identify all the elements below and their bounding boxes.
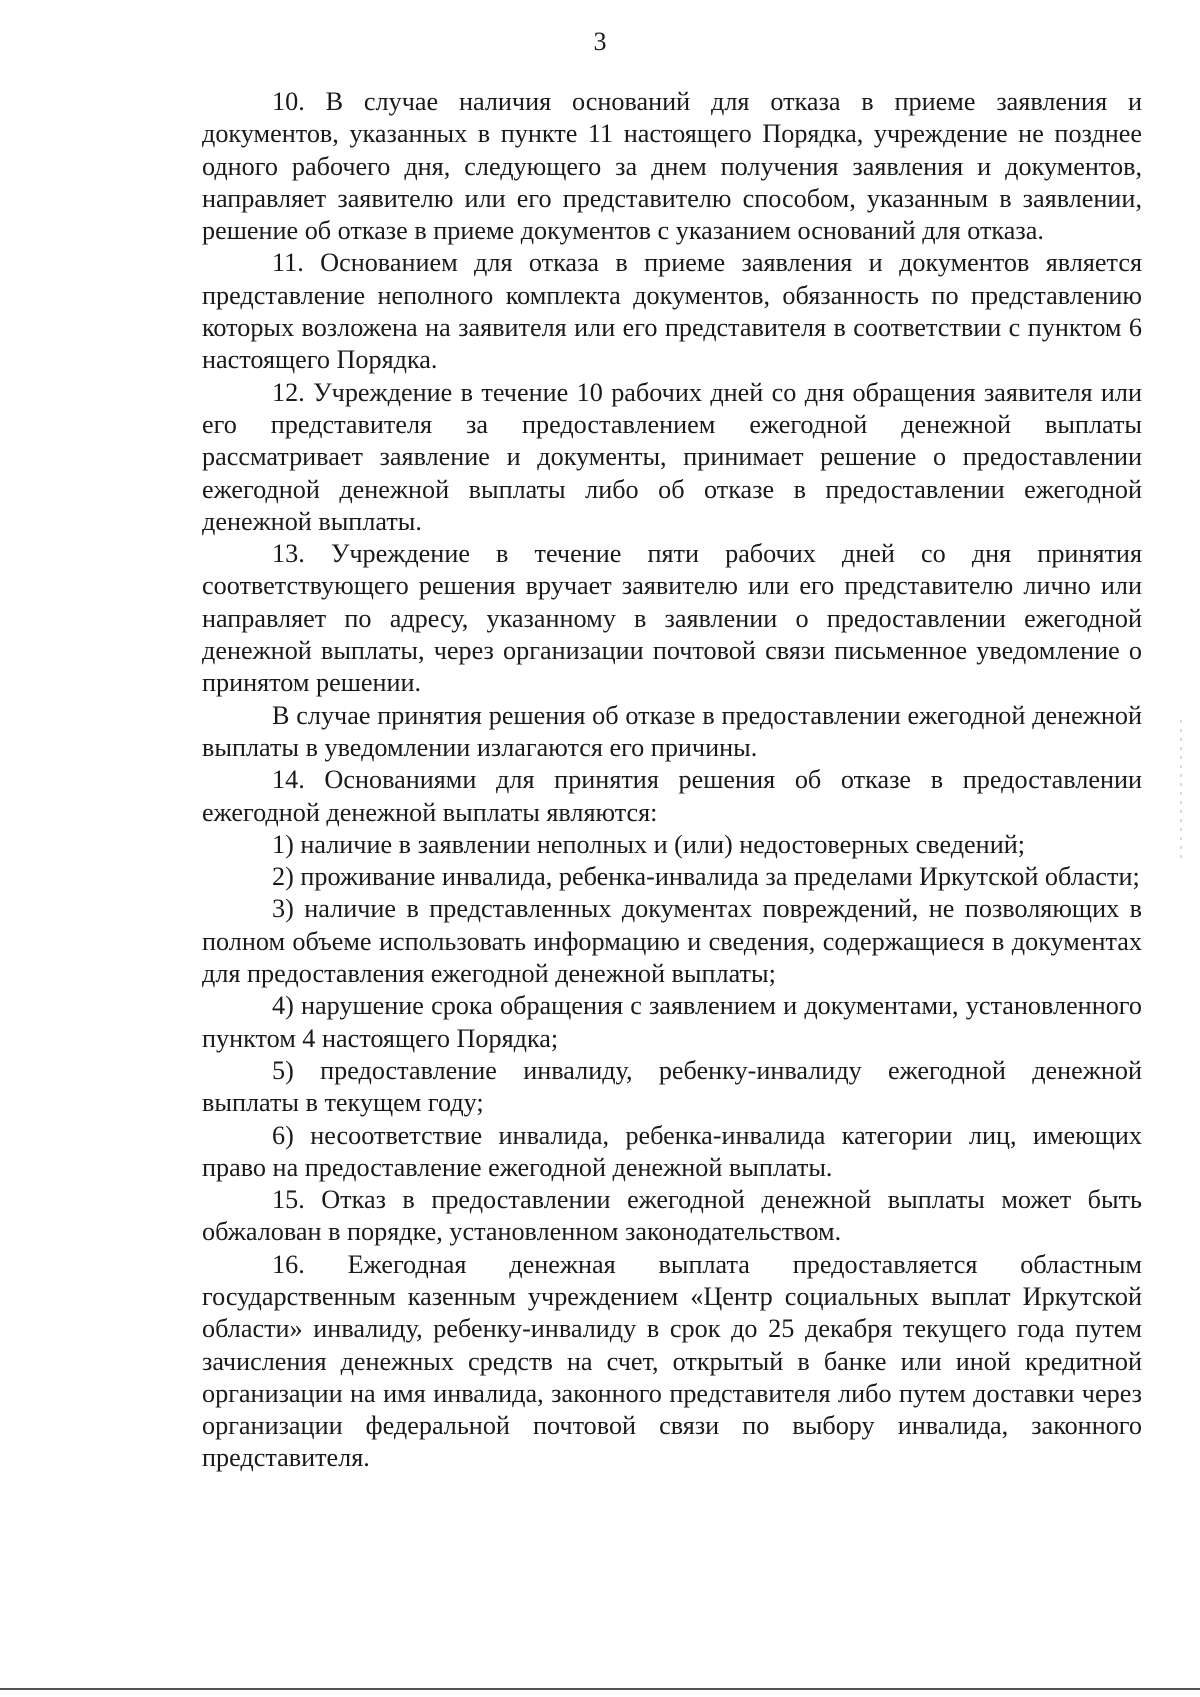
- list-item-2: 2) проживание инвалида, ребенка-инвалида за пределами Иркутской области;: [272, 862, 1140, 892]
- paragraph-16: 16. Ежегодная денежная выплата предоставляется областным государственным казенным учреждением «Центр социальных выплат Иркутской области» инвалиду, ребенку-инвалиду в срок до 25 декабря текущего года путем зачисления денежных средств на счет, открытый в банке или иной кредитной организации на имя инвалида, законного представителя либо путем доставки через организации федеральной почтовой связи по выбору инвалида, законного представителя.: [202, 1249, 1142, 1473]
- paragraph-15: 15. Отказ в предоставлении ежегодной денежной выплаты может быть обжалован в порядке, установленном законодательством.: [202, 1185, 1142, 1247]
- list-item-1: 1) наличие в заявлении неполных и (или) недостоверных сведений;: [272, 829, 1025, 859]
- paragraph-13: 13. Учреждение в течение пяти рабочих дней со дня принятия соответствующего решения вручает заявителю или его представителю лично или направляет по адресу, указанному в заявлении о предоставлении ежегодной денежной выплаты, через организации почтовой связи письменное уведомление о принятом решении.: [202, 539, 1142, 698]
- paragraph-14: 14. Основаниями для принятия решения об отказе в предоставлении ежегодной денежной выплаты являются:: [202, 765, 1142, 827]
- list-item-5: 5) предоставление инвалиду, ребенку-инвалиду ежегодной денежной выплаты в текущем году;: [202, 1055, 1142, 1118]
- paragraph-12: 12. Учреждение в течение 10 рабочих дней со дня обращения заявителя или его представителя за предоставлением ежегодной денежной выплаты рассматривает заявление и документы, принимает решение о предоставлении ежегодной денежной выплаты либо об отказе в предоставлении ежегодной денежной выплаты.: [202, 377, 1142, 536]
- paragraph-13-refusal-note: В случае принятия решения об отказе в предоставлении ежегодной денежной выплаты в уведомлении излагаются его причины.: [202, 700, 1142, 762]
- paragraph-11: 11. Основанием для отказа в приеме заявления и документов является представление неполного комплекта документов, обязанность по представлению которых возложена на заявителя или его представителя в соответствии с пунктом 6 настоящего Порядка.: [202, 248, 1142, 375]
- bottom-page-edge: [0, 1688, 1200, 1690]
- list-item-3: 3) наличие в представленных документах повреждений, не позволяющих в полном объеме использовать информацию и сведения, содержащиеся в документах для предоставления ежегодной денежной выплаты;: [202, 894, 1142, 989]
- page-number: 3: [593, 27, 607, 56]
- scan-margin-mark: [1180, 720, 1182, 860]
- document-body: [202, 86, 1142, 1475]
- list-item-4: 4) нарушение срока обращения с заявлением и документами, установленного пунктом 4 настоящего Порядка;: [202, 991, 1142, 1053]
- list-item-6: 6) несоответствие инвалида, ребенка-инвалида категории лиц, имеющих право на предоставление ежегодной денежной выплаты.: [202, 1120, 1142, 1182]
- paragraph-10: 10. В случае наличия оснований для отказа в приеме заявления и документов, указанных в пункте 11 настоящего Порядка, учреждение не позднее одного рабочего дня, следующего за днем получения заявления и документов, направляет заявителю или его представителю способом, указанным в заявлении, решение об отказе в приеме документов с указанием оснований для отказа.: [202, 87, 1142, 246]
